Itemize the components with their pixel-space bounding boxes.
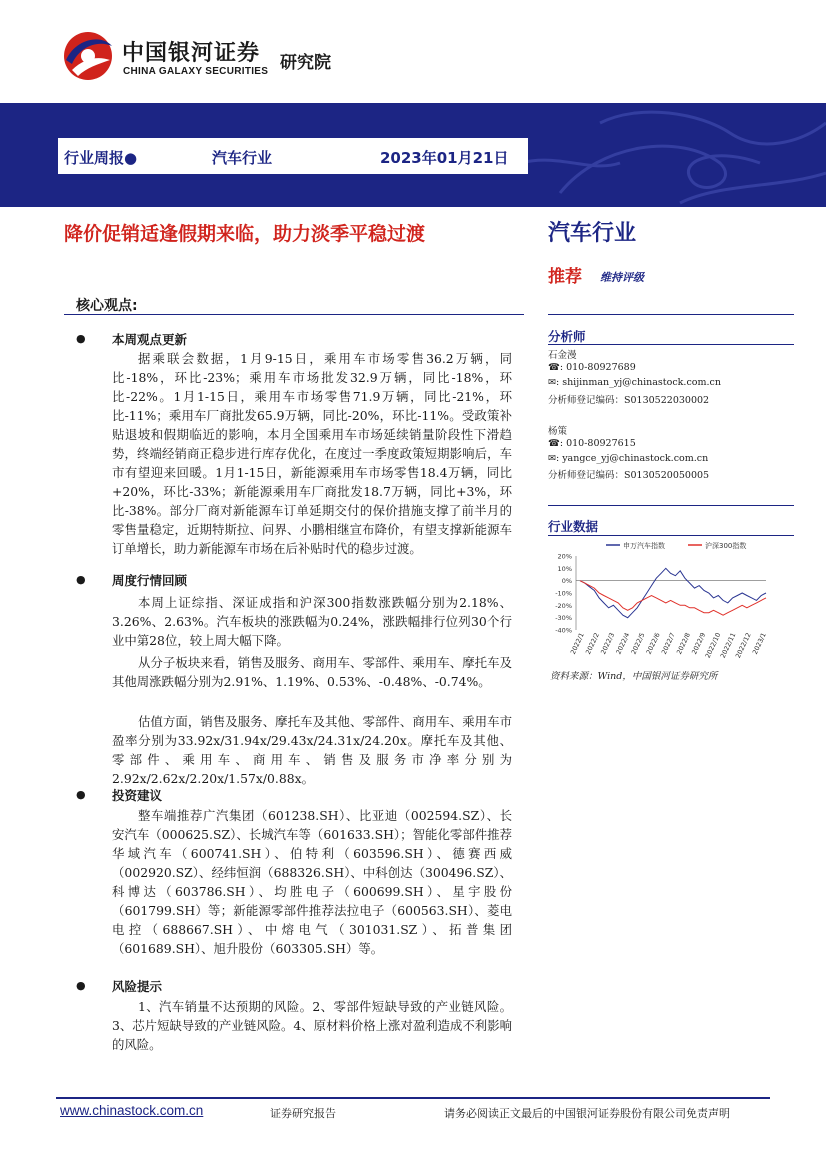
email-icon: ✉:: [548, 453, 563, 464]
analyst-reg: 分析师登记编码：S0130520050005: [548, 470, 710, 481]
section-heading: 周度行情回顾: [112, 573, 188, 588]
analyst-email-row: [548, 377, 721, 388]
banner-industry: 汽车行业: [212, 149, 273, 167]
series-line: [580, 568, 766, 617]
x-tick-label: 2022/3: [599, 631, 617, 656]
footer-divider: [56, 1097, 770, 1099]
analyst-phone: 010-80927689: [566, 362, 636, 373]
analyst-reg: 分析师登记编码：S0130522030002: [548, 395, 710, 406]
bullet-icon: ●: [76, 979, 86, 992]
y-tick-label: -10%: [555, 589, 572, 598]
y-tick-label: -40%: [555, 626, 572, 635]
x-tick-label: 2022/4: [614, 631, 632, 656]
core-views-label: 核心观点:: [76, 298, 138, 314]
x-tick-label: 2022/7: [659, 631, 677, 656]
analyst-phone: 010-80927615: [566, 438, 636, 449]
x-tick-label: 2022/12: [733, 631, 753, 660]
divider: [548, 314, 794, 315]
galaxy-logo-icon: [58, 30, 118, 82]
y-tick-label: -30%: [555, 614, 572, 623]
y-tick-label: -20%: [555, 601, 572, 610]
analyst-email-row: [548, 453, 708, 464]
series-line: [580, 581, 766, 616]
analyst-email[interactable]: yangce_yj@chinastock.com.cn: [562, 453, 709, 464]
report-type: 行业周报●: [64, 149, 138, 167]
report-title: 降价促销适逢假期来临，助力淡季平稳过渡: [64, 223, 426, 245]
x-tick-label: 2022/2: [584, 631, 601, 656]
legend-label: 沪深300指数: [705, 542, 747, 550]
footer-report-type: 证券研究报告: [270, 1107, 336, 1120]
rating: 推荐: [548, 267, 582, 287]
x-tick-label: 2022/5: [629, 631, 647, 656]
footer-website-link[interactable]: www.chinastock.com.cn: [60, 1103, 204, 1118]
phone-icon: ☎:: [548, 362, 567, 373]
x-tick-label: 2022/9: [690, 631, 708, 656]
section-paragraph: 据乘联会数据，1月9-15日，乘用车市场零售36.2万辆，同比-18%，环比-23%；乘用车市场批发32.9万辆，同比-18%，环比-22%。1月1-15日，乘用车市场零售71.9万辆，同比-21%，环比-11%；乘用车厂商批发65.9万辆，同比-20%，环比-11%。受政策补贴退坡和假期临近的影响，本月全国乘用车市场延续销量阶段性下滑趋势，终端经销商正稳步进行库存优化，在度过一季度政策短期影响后，车市有望迎来回暖。1月1-15日，新能源乘用车市场零售18.4万辆，同比+20%，环比-33%；新能源乘用车厂商批发18.7万辆，同比+3%，环比-38%。部分厂商对新能源车订单延期交付的保价措施支撑了前半月的零售量稳定，近期特斯拉、问界、小鹏相继宣布降价，有望支撑新能源车订单增长，助力新能源车市场在后补贴时代的稳步过渡。: [112, 351, 512, 556]
section-heading: 投资建议: [112, 788, 163, 803]
divider: [548, 505, 794, 506]
x-tick-label: 2022/6: [644, 631, 662, 656]
institute-label: 研究院: [280, 53, 331, 73]
footer-disclaimer: 请务必阅读正文最后的中国银河证券股份有限公司免责声明: [444, 1107, 730, 1120]
x-tick-label: 2023/1: [750, 631, 768, 656]
section-heading: 本周观点更新: [112, 332, 188, 347]
company-name-en: CHINA GALAXY SECURITIES: [123, 66, 269, 77]
industry-data-heading: 行业数据: [548, 519, 599, 534]
section-paragraph: 1、汽车销量不达预期的风险。2、零部件短缺导致的产业链风险。3、芯片短缺导致的产业链风险。4、原材料价格上涨对盈利造成不利影响的风险。: [112, 999, 512, 1052]
section-paragraph: 本周上证综指、深证成指和沪深300指数涨跌幅分别为2.18%、3.26%、2.63%。汽车板块的涨跌幅为0.24%，涨跌幅排行位列30个行业中第28位，较上周大幅下降。: [112, 595, 512, 648]
phone-icon: ☎:: [548, 438, 567, 449]
company-name-cn: 中国银河证券: [122, 41, 261, 66]
analyst-phone-row: [548, 438, 636, 449]
section-paragraph: 从分子板块来看，销售及服务、商用车、零部件、乘用车、摩托车及其他周涨跌幅分别为2.91%、1.19%、0.53%、-0.48%、-0.74%。: [112, 655, 512, 689]
bullet-icon: ●: [76, 788, 86, 801]
bullet-icon: ●: [76, 573, 86, 586]
email-icon: ✉:: [548, 377, 563, 388]
divider: [548, 535, 794, 536]
side-industry: 汽车行业: [548, 221, 637, 246]
analyst-name: 杨策: [548, 426, 568, 437]
y-tick-label: 0%: [561, 577, 572, 586]
section-paragraph: 整车端推荐广汽集团（601238.SH）、比亚迪（002594.SZ）、长安汽车（000625.SZ）、长城汽车等（601633.SH）；智能化零部件推荐华域汽车（600741.SH）、伯特利（603596.SH）、德赛西威（002920.SZ）、经纬恒润（688326.SH）、中科创达（300496.SZ）、科博达（603786.SH）、均胜电子（600699.SH）、星宇股份（601799.SH）等；新能源零部件推荐法拉电子（600563.SH）、菱电电控（688667.SH）、中熔电气（301031.SZ）、拓普集团（601689.SH）、旭升股份（603305.SH）等。: [112, 808, 512, 956]
y-tick-label: 10%: [557, 564, 572, 573]
x-tick-label: 2022/1: [568, 631, 586, 656]
divider: [548, 344, 794, 345]
x-tick-label: 2022/8: [675, 631, 692, 656]
divider: [64, 314, 524, 315]
analyst-email[interactable]: shijinman_yj@chinastock.com.cn: [562, 377, 721, 388]
x-tick-label: 2022/11: [718, 631, 738, 660]
section-paragraph: 估值方面，销售及服务、摩托车及其他、零部件、商用车、乘用车市盈率分别为33.92x/31.94x/29.43x/24.31x/24.20x。摩托车及其他、零部件、乘用车、商用车、销售及服务市净率分别为2.92x/2.62x/2.20x/1.57x/0.88x。: [112, 714, 512, 786]
x-tick-label: 2022/10: [703, 631, 723, 660]
rating-note: 维持评级: [600, 271, 644, 284]
legend-label: 申万汽车指数: [623, 542, 665, 550]
analyst-name: 石金漫: [548, 350, 577, 361]
industry-index-chart: [548, 538, 794, 663]
chart-source: 资料来源：Wind，中国银河证券研究所: [550, 671, 718, 682]
report-date: 2023年01月21日: [380, 149, 509, 167]
analyst-phone-row: [548, 362, 636, 373]
bullet-icon: ●: [76, 332, 86, 345]
section-heading: 风险提示: [112, 979, 163, 994]
y-tick-label: 20%: [557, 552, 572, 561]
analysts-heading: 分析师: [548, 329, 586, 344]
